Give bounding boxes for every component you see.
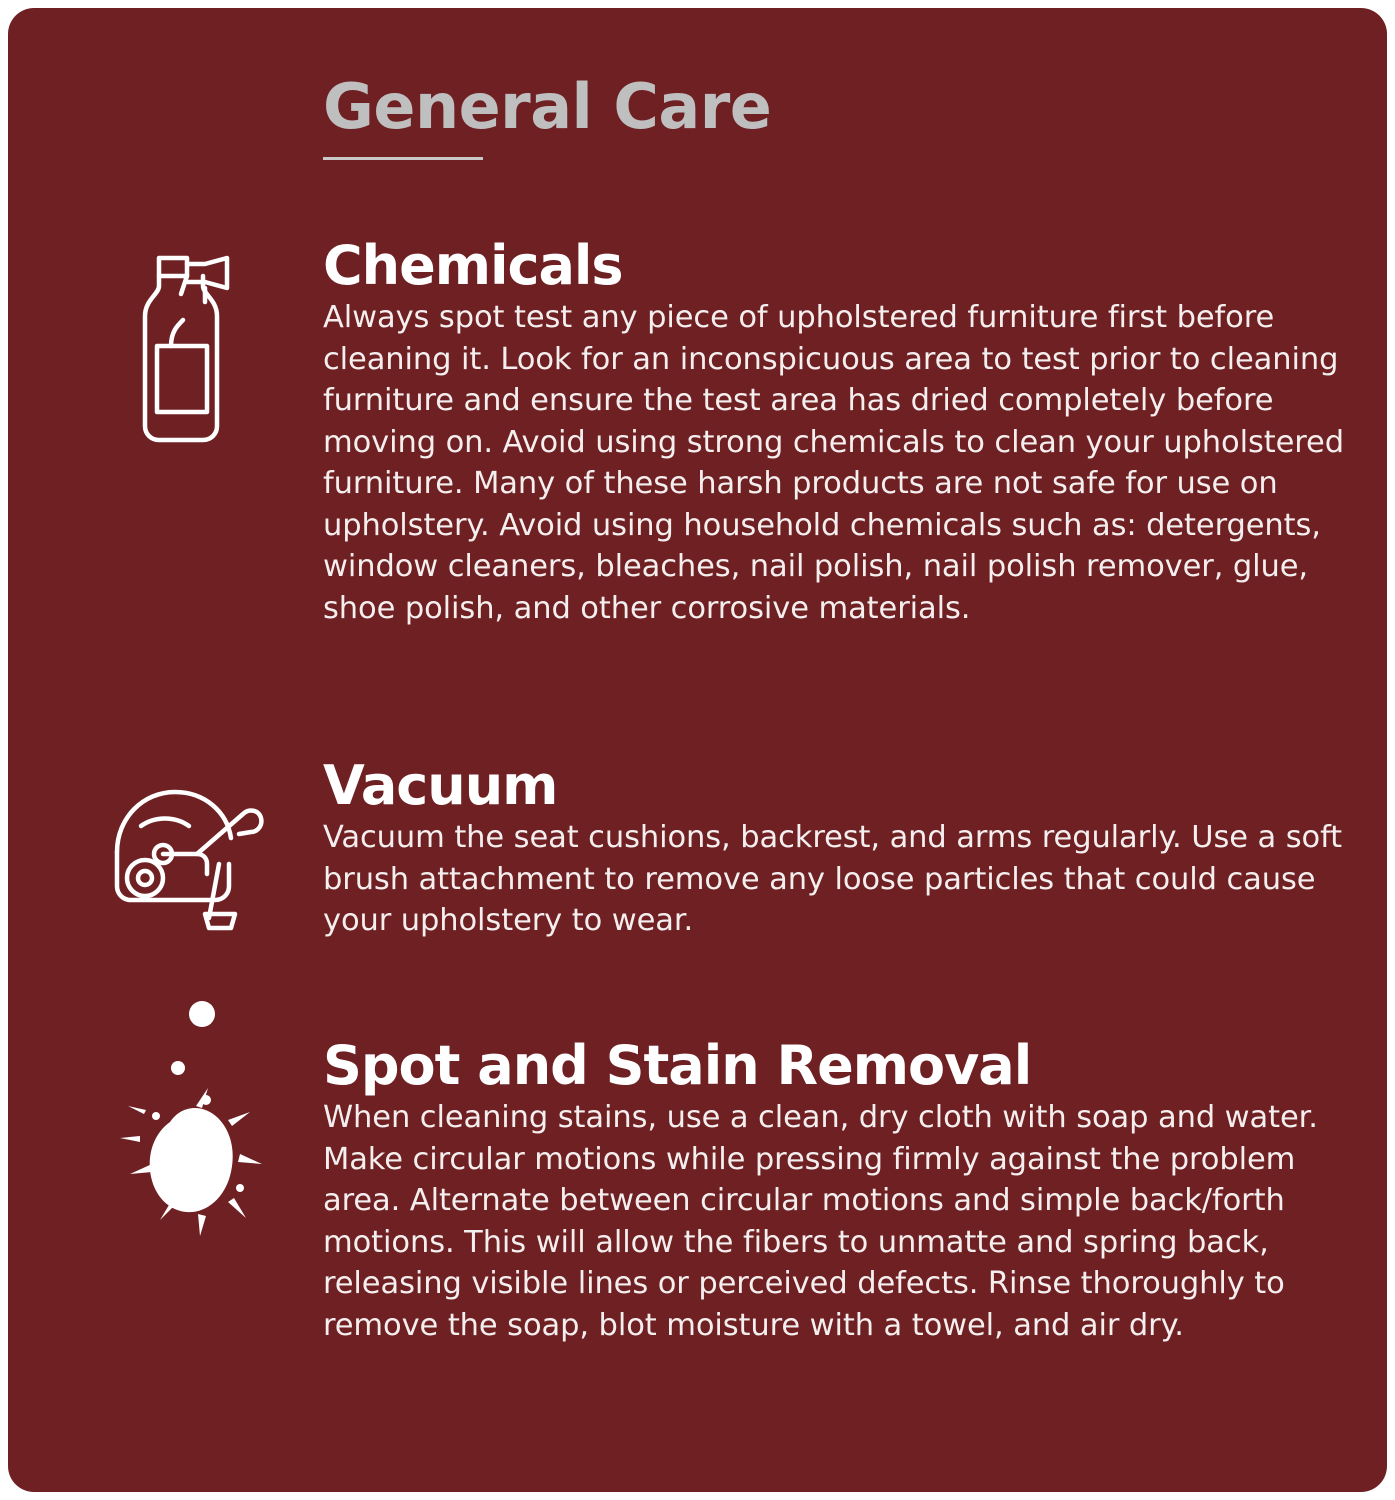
header — [323, 70, 1323, 160]
section-chemicals-text: Always spot test any piece of upholstered furniture first before cleaning it. Look for an inconspicuous area to test prior to cleaning furniture and ensure the test area has dried completely before moving on. Avoid using strong chemicals to clean your upholstered furniture. Many of these harsh products are not safe for use on upholstery. Avoid using household chemicals such as: detergents, window cleaners, bleaches, nail polish, nail polish remover, glue, shoe polish, and other corrosive materials. — [323, 300, 1344, 626]
section-spot-title: Spot and Stain Removal — [323, 1034, 1032, 1097]
section-chemicals-title: Chemicals — [323, 234, 623, 297]
spray-bottle-icon — [96, 250, 276, 450]
section-spot-text: When cleaning stains, use a clean, dry cloth with soap and water. Make circular motions while pressing firmly against the problem area. Alternate between circular motions and simple back/forth motions. This will allow the fibers to unmatte and spring back, releasing visible lines or perceived defects. Rinse thoroughly to remove the soap, blot moisture with a towel, and air dry. — [323, 1100, 1318, 1343]
stain-splatter-icon — [96, 996, 276, 1246]
header-divider — [323, 157, 483, 160]
section-vacuum-text: Vacuum the seat cushions, backrest, and arms regularly. Use a soft brush attachment to remove any loose particles that could cause your upholstery to wear. — [323, 820, 1343, 939]
care-card — [8, 8, 1387, 1492]
vacuum-cleaner-icon — [96, 766, 276, 931]
section-vacuum-body — [323, 756, 1363, 942]
page-title: General Care — [323, 70, 772, 143]
section-spot-body — [323, 1036, 1363, 1346]
section-vacuum-title: Vacuum — [323, 754, 558, 817]
section-chemicals-body — [323, 236, 1363, 629]
